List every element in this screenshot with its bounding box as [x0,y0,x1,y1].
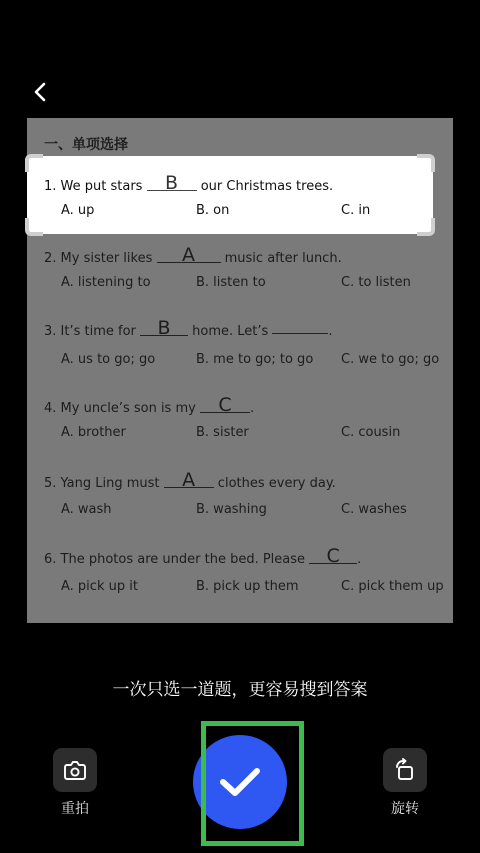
question-2: 2. My sister likes A music after lunch. [44,244,342,266]
question-5: 5. Yang Ling must A clothes every day. [44,469,336,491]
handwritten-answer: B [147,176,197,191]
confirm-button[interactable] [193,735,287,829]
question-3-options: A. us to go; go B. me to go; to go C. we to go; go [61,352,440,367]
question-5-options: A. wash B. washing C. washes [61,502,407,517]
handwritten-answer: C [309,549,357,564]
crop-handle-top-left[interactable] [25,154,43,172]
question-1-options: A. up B. on C. in [61,203,371,218]
handwritten-answer: C [200,398,250,413]
handwritten-answer: A [157,248,221,263]
crop-handle-bottom-left[interactable] [25,218,43,236]
question-selection-box[interactable] [27,156,433,234]
question-6: 6. The photos are under the bed. Please C . [44,545,362,567]
question-2-options: A. listening to B. listen to C. to listen [61,275,411,290]
back-button[interactable] [26,78,54,106]
section-title: 一、单项选择 [44,137,128,153]
handwritten-answer: B [140,321,188,336]
question-6-options: A. pick up it B. pick up them C. pick them up [61,579,444,594]
question-4-options: A. brother B. sister C. cousin [61,425,401,440]
handwritten-answer: A [164,473,214,488]
question-1: 1. We put stars B our Christmas trees. [44,172,334,194]
rotate-label: 旋转 [391,801,419,817]
question-3: 3. It’s time for B home. Let’s . [44,317,333,339]
hint-text: 一次只选一道题，更容易搜到答案 [112,680,368,700]
crop-handle-top-right[interactable] [417,154,435,172]
chevron-left-icon [33,82,47,102]
retake-button[interactable] [53,748,97,792]
question-4: 4. My uncle’s son is my C . [44,394,255,416]
rotate-icon [393,758,417,782]
check-icon [218,765,262,799]
retake-label: 重拍 [61,801,89,817]
rotate-button[interactable] [383,748,427,792]
camera-icon [63,759,87,781]
